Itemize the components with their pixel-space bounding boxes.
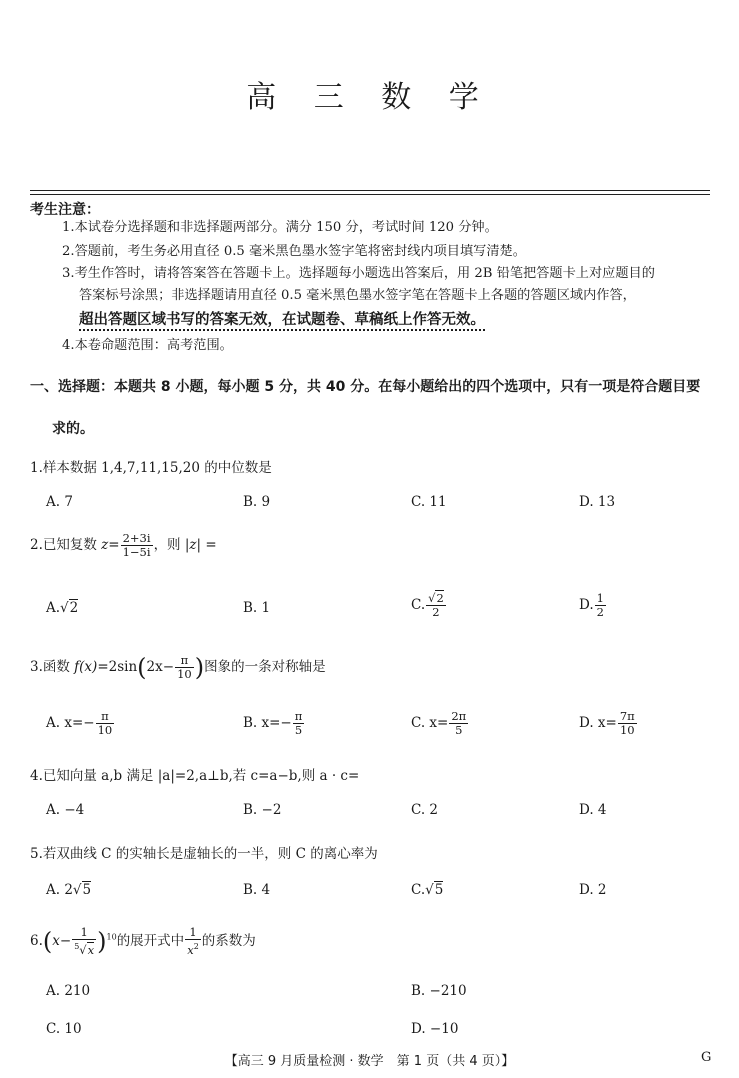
- divider-line: [30, 194, 710, 195]
- page-title: 高 三 数 学: [246, 80, 493, 115]
- q5-option-c: C.√5: [411, 882, 444, 898]
- q2-option-c: C. $\frac{√2}{2}$: [411, 591, 444, 619]
- section-heading: 一、选择题：本题共 8 小题，每小题 5 分，共 40 分。在每小题给出的四个选项中，只有一项是符合题目要: [30, 379, 701, 395]
- notice-heading: 考生注意：: [30, 202, 100, 218]
- q3-option-c: C. x= $\frac{2\pi}{5}$: [411, 709, 467, 737]
- q1-option-c: C. 11: [411, 494, 447, 510]
- q4-option-b: B. −2: [243, 802, 282, 818]
- question-3-stem: 3.函数 f(x)=2sin(2x− $\frac{\pi}{10}$ )图象的一条对称轴是: [30, 653, 326, 682]
- q4-option-d: D. 4: [579, 802, 607, 818]
- q3-option-b: B. x=− $\frac{\pi}{5}$: [243, 709, 303, 737]
- section-heading-cont: 求的。: [52, 421, 94, 437]
- q1-option-d: D. 13: [579, 494, 616, 510]
- question-4-stem: 4.已知向量 a,b 满足 |a|=2,a⊥b,若 c=a−b,则 a · c=: [30, 768, 360, 784]
- q5-option-d: D. 2: [579, 882, 607, 898]
- question-2-stem: 2.已知复数 z= $\frac{2+3i}{1-5i}$ ，则 |z| =: [30, 531, 217, 559]
- notice-item-3-line1: 3.考生作答时，请将答案答在答题卡上。选择题每小题选出答案后，用 2B 铅笔把答题卡上对应题目的: [62, 266, 655, 281]
- paper-code: G: [701, 1050, 712, 1065]
- q1-option-a: A. 7: [46, 494, 73, 510]
- q1-option-b: B. 9: [243, 494, 271, 510]
- q2-option-a: A.√2: [46, 600, 79, 616]
- question-5-stem: 5.若双曲线 C 的实轴长是虚轴长的一半，则 C 的离心率为: [30, 846, 378, 862]
- q6-option-b: B. −210: [411, 983, 467, 999]
- q5-option-a: A. 2√5: [46, 882, 92, 898]
- q4-option-a: A. −4: [46, 802, 85, 818]
- notice-item-1: 1.本试卷分选择题和非选择题两部分。满分 150 分，考试时间 120 分钟。: [62, 220, 498, 235]
- q4-option-c: C. 2: [411, 802, 439, 818]
- q2-option-b: B. 1: [243, 600, 271, 616]
- q6-option-a: A. 210: [46, 983, 91, 999]
- question-1-stem: 1.样本数据 1,4,7,11,15,20 的中位数是: [30, 460, 272, 476]
- notice-item-3-emphasis: 超出答题区域书写的答案无效，在试题卷、草稿纸上作答无效。: [79, 312, 485, 328]
- question-6-stem: 6.(x− $\frac{1}{^5√x}$ )$^{10}$的展开式中 $\frac{1}{x^2}$ 的系数为: [30, 925, 256, 957]
- q5-option-b: B. 4: [243, 882, 271, 898]
- q3-option-a: A. x=− $\frac{\pi}{10}$: [46, 709, 113, 737]
- notice-item-4: 4.本卷命题范围：高考范围。: [62, 338, 233, 353]
- divider-line: [30, 190, 710, 191]
- notice-item-3-line2: 答案标号涂黑；非选择题请用直径 0.5 毫米黑色墨水签字笔在答题卡上各题的答题区域内作答，: [79, 288, 636, 303]
- q6-option-d: D. −10: [411, 1021, 459, 1037]
- q6-option-c: C. 10: [46, 1021, 82, 1037]
- notice-item-2: 2.答题前，考生务必用直径 0.5 毫米黑色墨水签字笔将密封线内项目填写清楚。: [62, 244, 526, 259]
- q3-option-d: D. x= $\frac{7\pi}{10}$: [579, 709, 635, 737]
- q2-option-d: D. $\frac{1}{2}$: [579, 591, 604, 619]
- page-footer: 【高三 9 月质量检测 · 数学 第 1 页（共 4 页）】: [224, 1054, 515, 1069]
